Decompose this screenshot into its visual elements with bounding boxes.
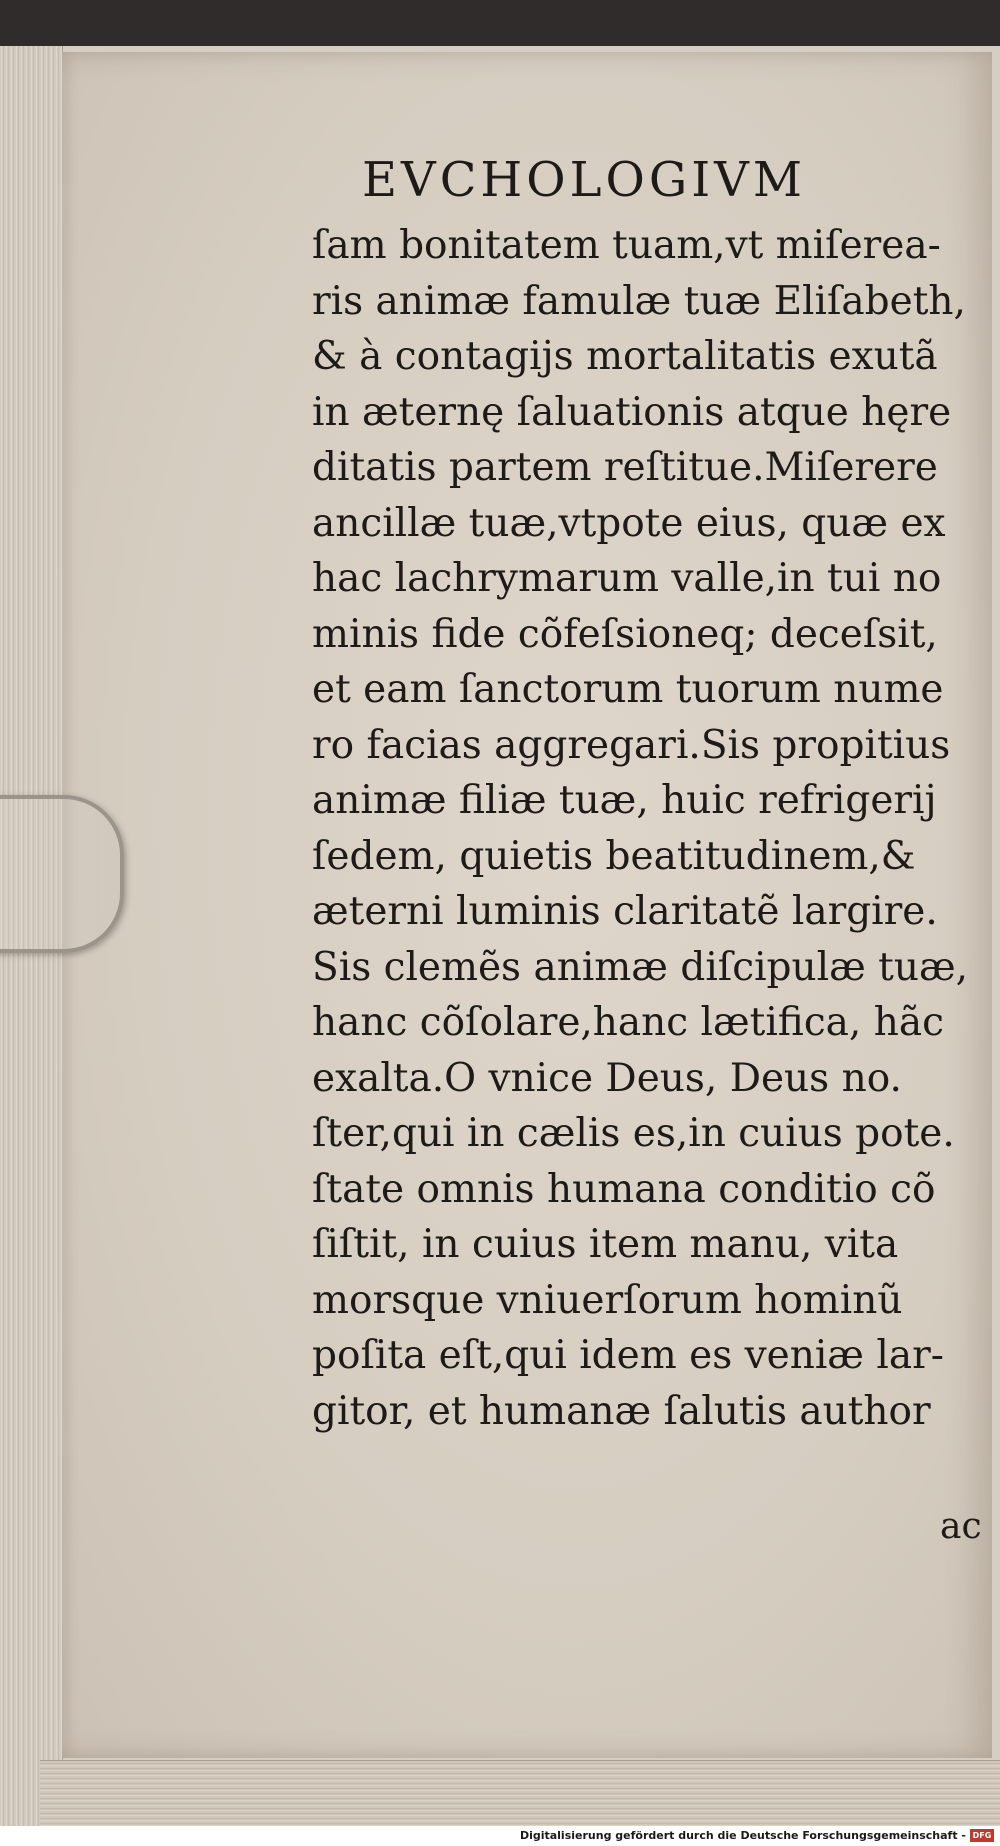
text-line: ſedem, quietis beatitudinem,& <box>312 833 916 879</box>
running-header: EVCHOLOGIVM <box>362 152 806 208</box>
funding-credit: Digitalisierung gefördert durch die Deutsche Forschungsgemeinschaft - <box>519 1829 966 1842</box>
text-line: ſtate omnis humana conditio cõ <box>312 1166 936 1212</box>
catchword: ac <box>940 1506 982 1547</box>
text-line: hac lachrymarum valle,in tui no <box>312 556 942 601</box>
text-line: morsque vniuerſorum hominũ <box>312 1277 903 1323</box>
text-line: & à contagijs mortalitatis exutã <box>312 334 938 379</box>
text-line: ancillæ tuæ,vtpote eius, quæ ex <box>312 500 946 546</box>
page-edges-bottom <box>40 1760 1000 1827</box>
text-line: et eam ſanctorum tuorum nume <box>312 667 944 712</box>
text-line: ſter,qui in cælis es,in cuius pote. <box>312 1111 955 1156</box>
text-line: hanc cõſolare,hanc lætifica, hãc <box>312 1000 944 1045</box>
text-line: in æternę ſaluationis atque hęre <box>312 389 952 435</box>
text-line: gitor, et humanæ ſalutis author <box>312 1388 931 1434</box>
text-line: ris animæ famulæ tuæ Eliſabeth, <box>312 278 966 324</box>
text-line: ſiſtit, in cuius item manu, vita <box>312 1222 899 1267</box>
page-clip <box>0 795 124 953</box>
text-line: exalta.O vnice Deus, Deus no. <box>312 1055 902 1101</box>
text-line: æterni luminis claritatẽ largire. <box>312 889 938 934</box>
body-text <box>312 218 972 1439</box>
text-line: ro facias aggregari.Sis propitius <box>312 722 951 768</box>
text-line: ditatis partem reſtitue.Miſerere <box>312 445 938 490</box>
text-line: minis fide cõfeſsioneq; deceſsit, <box>312 611 938 657</box>
dfg-logo: DFG <box>970 1829 994 1842</box>
text-line: ſam bonitatem tuam,vt miſerea- <box>312 223 941 268</box>
text-line: Sis clemẽs animæ diſcipulæ tuæ, <box>312 944 968 990</box>
text-line: poſita eſt,qui idem es veniæ lar- <box>312 1333 944 1378</box>
text-line: animæ filiæ tuæ, huic refrigerij <box>312 778 937 823</box>
